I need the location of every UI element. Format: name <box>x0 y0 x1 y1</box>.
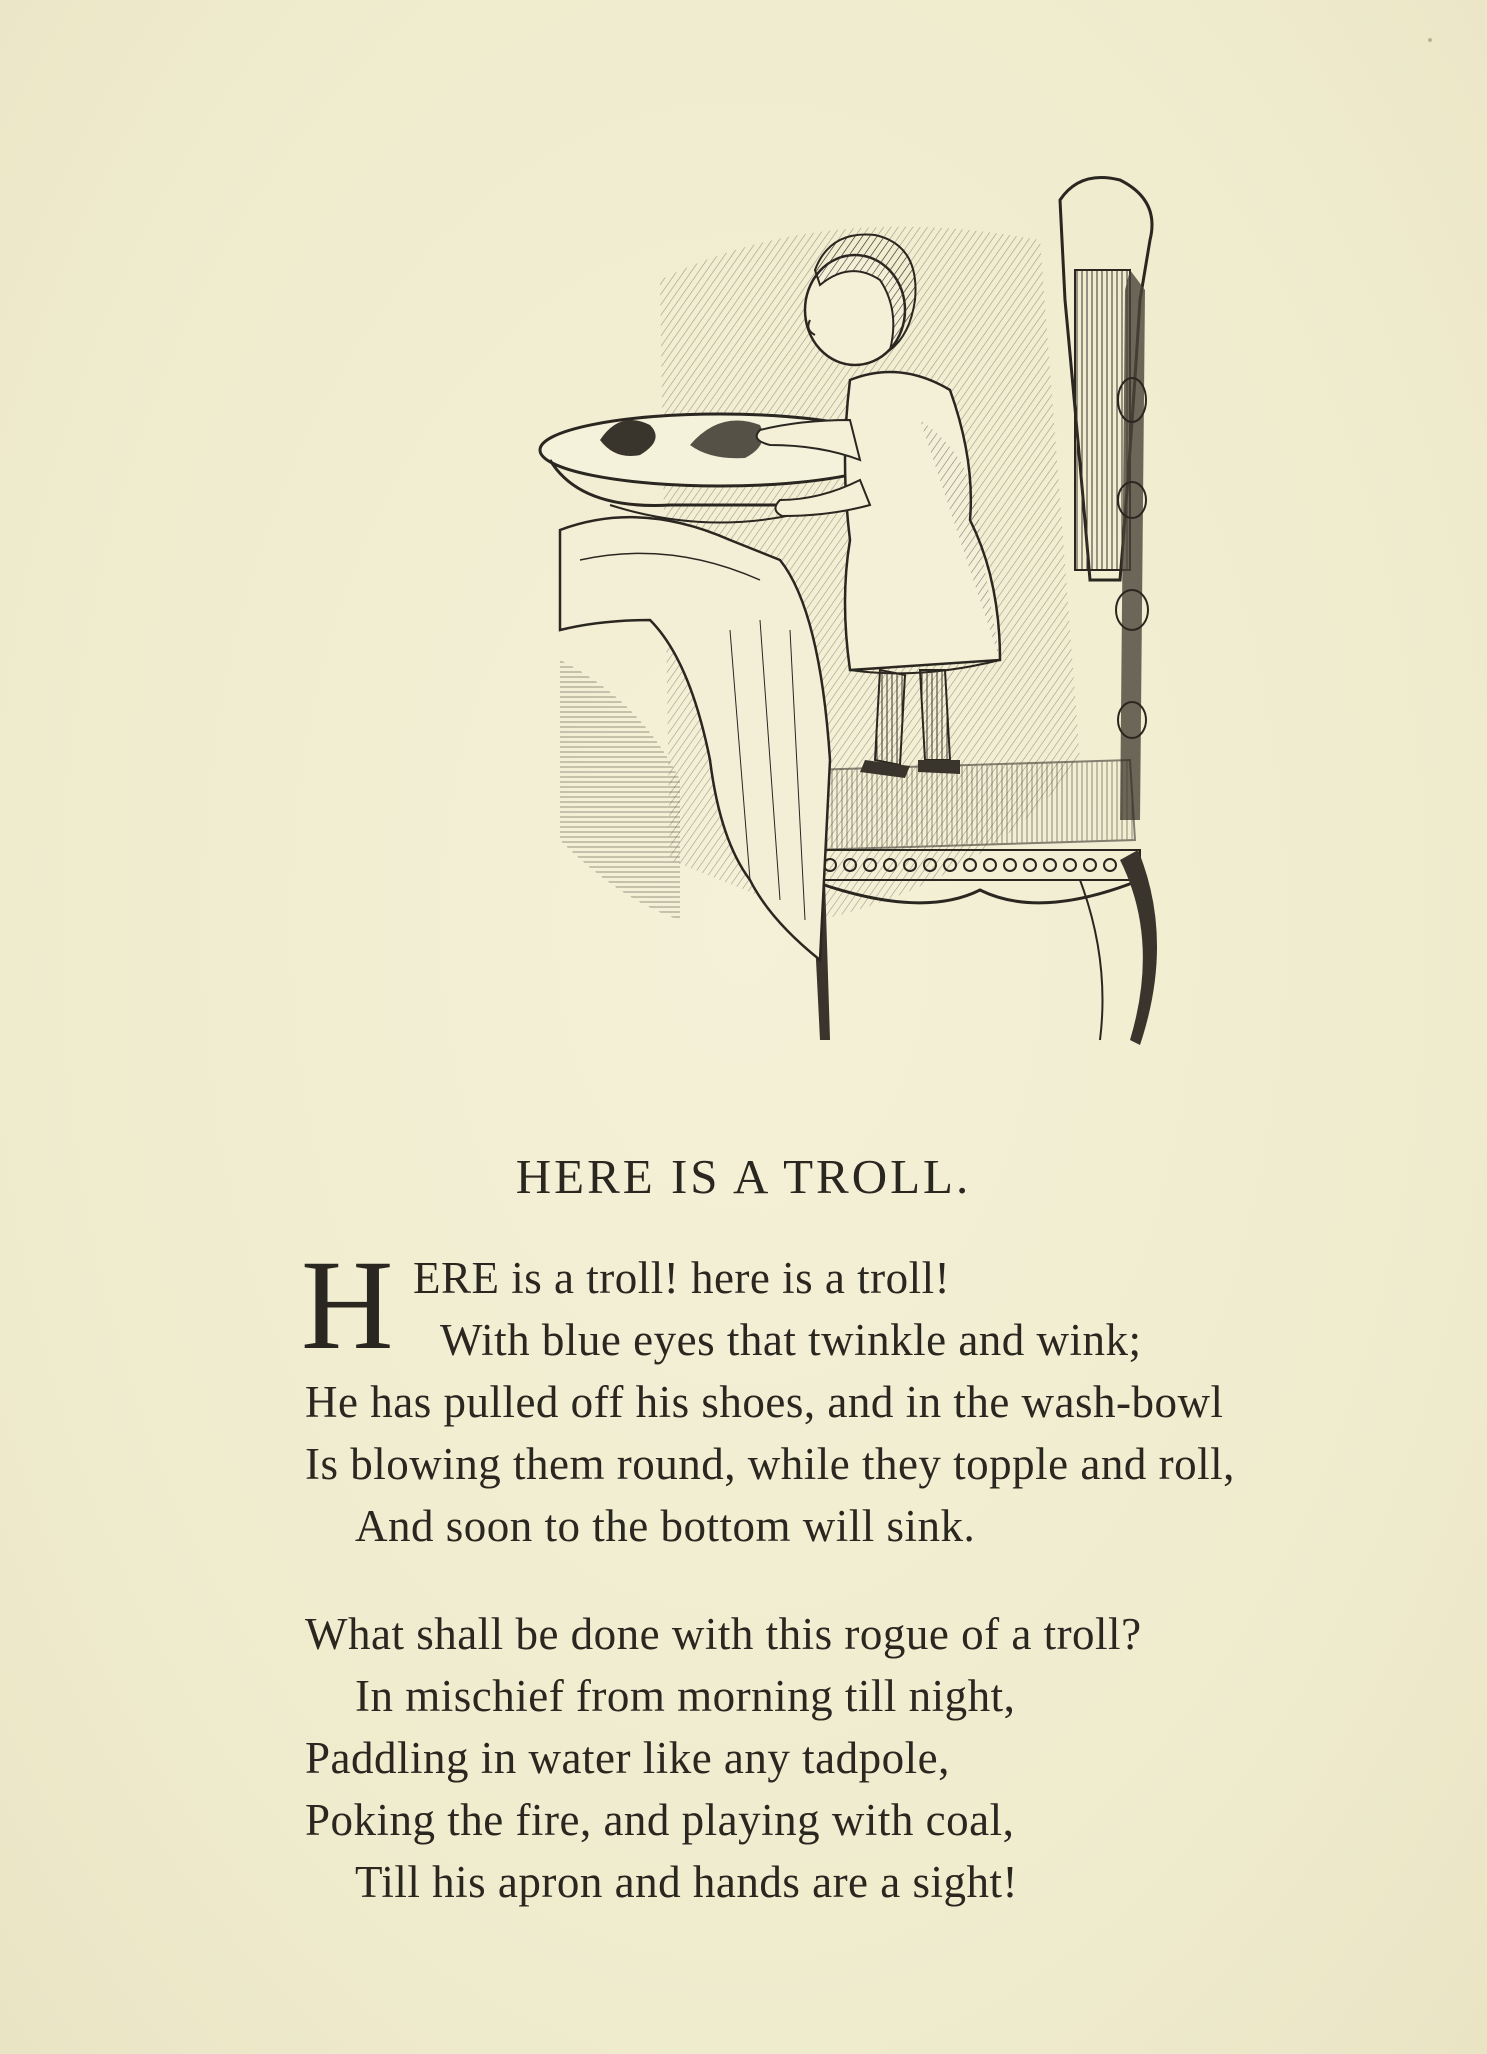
poem-line: What shall be done with this rogue of a troll? <box>305 1609 1142 1659</box>
poem-line: And soon to the bottom will sink. <box>355 1501 976 1551</box>
poem-body <box>301 1234 1405 1959</box>
poem-line: Poking the fire, and playing with coal, <box>305 1795 1015 1845</box>
poem-line: With blue eyes that twinkle and wink; <box>440 1315 1142 1365</box>
child-washing-at-bowl-on-chair-engraving <box>520 160 1180 1100</box>
poem-title: HERE IS A TROLL. <box>515 1149 972 1204</box>
poem-line: Is blowing them round, while they topple and roll, <box>305 1439 1235 1489</box>
stanza-2 <box>305 1603 1405 1913</box>
poem-line: In mischief from morning till night, <box>355 1671 1016 1721</box>
poem-line: He has pulled off his shoes, and in the wash-bowl <box>305 1377 1224 1427</box>
paper-speck <box>1428 38 1432 42</box>
drop-cap: H <box>301 1234 394 1376</box>
stanza-1 <box>301 1234 1405 1557</box>
poem-line: Paddling in water like any tadpole, <box>305 1733 950 1783</box>
poem-line: Till his apron and hands are a sight! <box>355 1857 1019 1907</box>
poem-line-text: ERE is a troll! here is a troll! <box>413 1253 951 1303</box>
